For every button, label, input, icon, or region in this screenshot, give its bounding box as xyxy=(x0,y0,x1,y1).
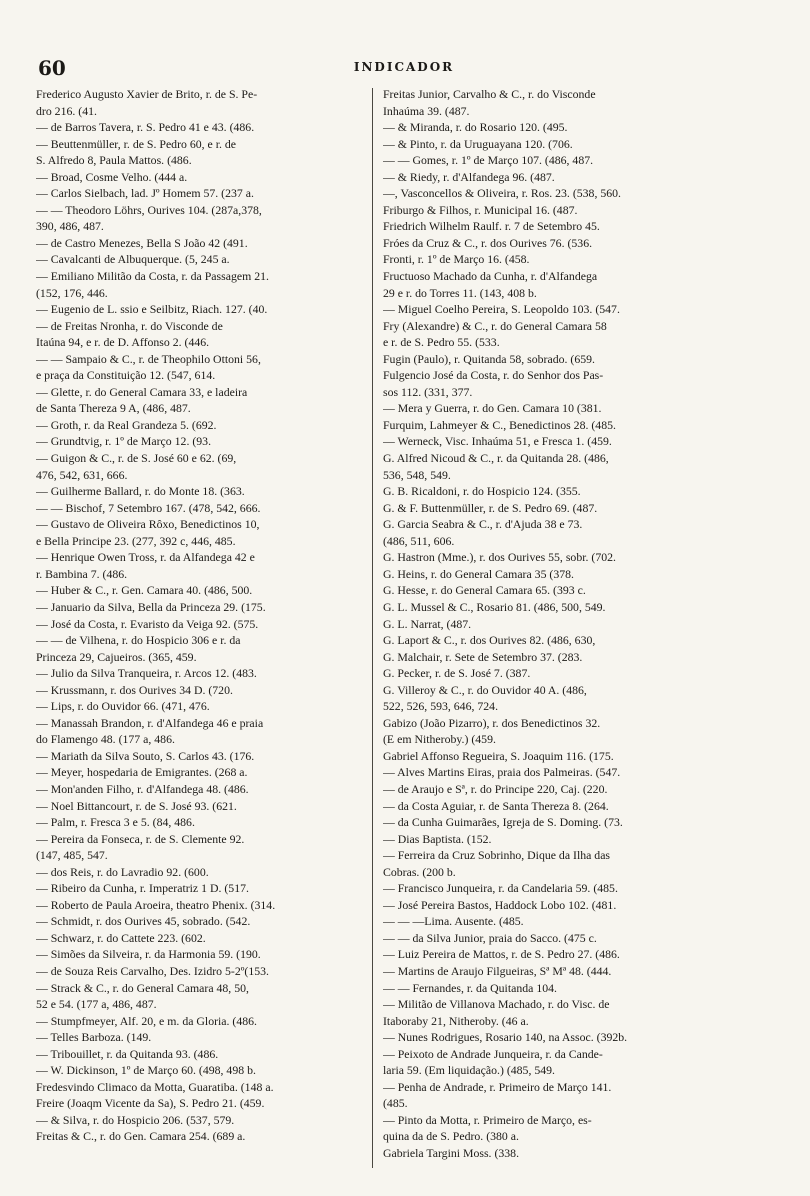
entry-line: — Peixoto de Andrade Junqueira, r. da Cande- xyxy=(383,1046,603,1061)
directory-entry xyxy=(36,682,366,699)
directory-entry xyxy=(383,880,771,897)
directory-entry xyxy=(36,500,366,517)
directory-entry xyxy=(36,136,366,169)
directory-entry xyxy=(36,748,366,765)
entry-line: — Henrique Owen Tross, r. da Alfandega 42 e xyxy=(36,550,255,565)
directory-entry xyxy=(383,483,771,500)
entry-line: — Nunes Rodrigues, Rosario 140, na Assoc. (392b. xyxy=(383,1030,628,1045)
directory-entry xyxy=(36,417,366,434)
entry-line: Fulgencio José da Costa, r. do Senhor dos Pas- xyxy=(383,368,604,383)
entry-line: 536, 548, 549. xyxy=(383,467,451,482)
directory-entry xyxy=(383,764,771,781)
directory-entry xyxy=(383,665,771,682)
entry-line: — Mon'anden Filho, r. d'Alfandega 48. (486. xyxy=(36,781,249,796)
entry-line: — da Cunha Guimarães, Igreja de S. Doming. (73. xyxy=(383,815,623,830)
directory-entry xyxy=(383,632,771,649)
entry-line: Itaboraby 21, Nitheroby. (46 a. xyxy=(383,1013,529,1028)
directory-entry xyxy=(36,980,366,1013)
directory-entry xyxy=(36,897,366,914)
entry-line: — Penha de Andrade, r. Primeiro de Março 141. xyxy=(383,1079,612,1094)
entry-line: — & Silva, r. do Hospicio 206. (537, 579. xyxy=(36,1112,235,1127)
directory-entry xyxy=(383,516,771,549)
directory-entry xyxy=(383,996,771,1029)
directory-entry xyxy=(36,946,366,963)
column-divider xyxy=(372,88,373,1168)
entry-line: G. L. Narrat, (487. xyxy=(383,616,472,631)
directory-entry xyxy=(383,417,771,434)
directory-entry xyxy=(36,450,366,483)
directory-entry xyxy=(383,351,771,368)
directory-entry xyxy=(383,1046,771,1079)
entry-line: G. B. Ricaldoni, r. do Hospicio 124. (355. xyxy=(383,484,581,499)
entry-line: Itaúna 94, e r. de D. Affonso 2. (446. xyxy=(36,335,210,350)
entry-line: Freitas & C., r. do Gen. Camara 254. (689 a. xyxy=(36,1129,246,1144)
entry-line: (486, 511, 606. xyxy=(383,533,455,548)
directory-entry xyxy=(383,152,771,169)
entry-line: — Grundtvig, r. 1º de Março 12. (93. xyxy=(36,434,212,449)
entry-line: — Telles Barboza. (149. xyxy=(36,1030,152,1045)
entry-line: — Strack & C., r. do General Camara 48, 50, xyxy=(36,980,249,995)
entry-line: G. Alfred Nicoud & C., r. da Quitanda 28. (486, xyxy=(383,451,609,466)
directory-entry xyxy=(383,913,771,930)
entry-line: — Ferreira da Cruz Sobrinho, Dique da Ilha das xyxy=(383,848,611,863)
directory-entry xyxy=(36,632,366,665)
entry-line: — Lips, r. do Ouvidor 66. (471, 476. xyxy=(36,699,210,714)
entry-line: 390, 486, 487. xyxy=(36,219,104,234)
entry-line: (147, 485, 547. xyxy=(36,848,108,863)
directory-entry xyxy=(383,400,771,417)
directory-entry xyxy=(383,748,771,765)
directory-entry xyxy=(36,1095,366,1112)
directory-entry xyxy=(383,980,771,997)
entry-line: — Julio da Silva Tranqueira, r. Arcos 12. (483. xyxy=(36,666,257,681)
directory-entry xyxy=(36,1013,366,1030)
entry-line: G. Villeroy & C., r. do Ouvidor 40 A. (486, xyxy=(383,682,587,697)
directory-entry xyxy=(36,202,366,235)
directory-entry xyxy=(383,500,771,517)
entry-line: — Tribouillet, r. da Quitanda 93. (486. xyxy=(36,1046,219,1061)
directory-entry xyxy=(383,119,771,136)
entry-line: — Manassah Brandon, r. d'Alfandega 46 e praia xyxy=(36,715,264,730)
directory-entry xyxy=(383,682,771,715)
entry-line: Fróes da Cruz & C., r. dos Ourives 76. (536. xyxy=(383,235,593,250)
directory-entry xyxy=(36,698,366,715)
directory-entry xyxy=(36,318,366,351)
directory-entry xyxy=(36,764,366,781)
directory-entry xyxy=(36,665,366,682)
entry-line: Fructuoso Machado da Cunha, r. d'Alfandega xyxy=(383,269,598,284)
entry-line: — & Miranda, r. do Rosario 120. (495. xyxy=(383,120,568,135)
entry-line: Gabriel Affonso Regueira, S. Joaquim 116. (175. xyxy=(383,748,614,763)
directory-entry xyxy=(383,235,771,252)
entry-line: — Stumpfmeyer, Alf. 20, e m. da Gloria. (486. xyxy=(36,1013,258,1028)
directory-entry xyxy=(383,814,771,831)
entry-line: — de Barros Tavera, r. S. Pedro 41 e 43. (486. xyxy=(36,120,255,135)
entry-line: —, Vasconcellos & Oliveira, r. Ros. 23. (538, 560. xyxy=(383,186,621,201)
directory-entry xyxy=(36,119,366,136)
directory-entry xyxy=(36,831,366,864)
entry-line: G. Heins, r. do General Camara 35 (378. xyxy=(383,566,574,581)
entry-line: e praça da Constituição 12. (547, 614. xyxy=(36,368,216,383)
directory-entry xyxy=(36,582,366,599)
entry-line: laria 59. (Em liquidação.) (485, 549. xyxy=(383,1063,555,1078)
entry-line: — Simões da Silveira, r. da Harmonia 59. (190. xyxy=(36,947,261,962)
page-header xyxy=(38,56,770,82)
directory-entry xyxy=(383,831,771,848)
entry-line: 476, 542, 631, 666. xyxy=(36,467,128,482)
entry-line: 52 e 54. (177 a, 486, 487. xyxy=(36,997,157,1012)
entry-line: — Schwarz, r. do Cattete 223. (602. xyxy=(36,930,206,945)
directory-entry xyxy=(383,930,771,947)
entry-line: — José da Costa, r. Evaristo da Veiga 92. (575. xyxy=(36,616,259,631)
entry-line: Freitas Junior, Carvalho & C., r. do Visconde xyxy=(383,87,596,101)
entry-line: — Groth, r. da Real Grandeza 5. (692. xyxy=(36,417,217,432)
directory-entry xyxy=(36,1128,366,1145)
entry-line: (152, 176, 446. xyxy=(36,285,108,300)
entry-line: — & Riedy, r. d'Alfandega 96. (487. xyxy=(383,169,555,184)
directory-entry xyxy=(383,318,771,351)
entry-line: — Cavalcanti de Albuquerque. (5, 245 a. xyxy=(36,252,230,267)
entry-line: — — Fernandes, r. da Quitanda 104. xyxy=(383,980,557,995)
directory-entry xyxy=(383,1029,771,1046)
directory-entry xyxy=(383,897,771,914)
directory-entry xyxy=(383,433,771,450)
directory-entry xyxy=(383,582,771,599)
entry-line: — Mera y Guerra, r. do Gen. Camara 10 (381. xyxy=(383,401,602,416)
entry-line: — Schmidt, r. dos Ourives 45, sobrado. (542. xyxy=(36,914,251,929)
entry-line: G. Hesse, r. do General Camara 65. (393 c. xyxy=(383,583,586,598)
entry-line: Princeza 29, Cajueiros. (365, 459. xyxy=(36,649,197,664)
entry-line: (E em Nitheroby.) (459. xyxy=(383,732,496,747)
directory-entry xyxy=(36,798,366,815)
entry-line: G. Hastron (Mme.), r. dos Ourives 55, sobr. (702. xyxy=(383,550,616,565)
directory-entry xyxy=(36,351,366,384)
entry-line: — Carlos Sielbach, lad. Jº Homem 57. (237 a. xyxy=(36,186,254,201)
directory-entry xyxy=(383,847,771,880)
entry-line: — — Theodoro Löhrs, Ourives 104. (287a,378, xyxy=(36,202,262,217)
directory-entry xyxy=(383,1079,771,1112)
directory-entry xyxy=(383,963,771,980)
entry-line: Cobras. (200 b. xyxy=(383,864,456,879)
entry-line: — & Pinto, r. da Uruguayana 120. (706. xyxy=(383,136,573,151)
entry-line: — Emiliano Militão da Costa, r. da Passagem 21. xyxy=(36,269,269,284)
entry-line: Fronti, r. 1º de Março 16. (458. xyxy=(383,252,530,267)
entry-line: — Militão de Villanova Machado, r. do Visc. de xyxy=(383,997,610,1012)
directory-entry xyxy=(383,715,771,748)
directory-entry xyxy=(383,1112,771,1145)
directory-entry xyxy=(383,301,771,318)
entry-line: e Bella Principe 23. (277, 392 c, 446, 485. xyxy=(36,533,236,548)
directory-entry xyxy=(36,433,366,450)
entry-line: — Miguel Coelho Pereira, S. Leopoldo 103. (547. xyxy=(383,302,620,317)
entry-line: de Santa Thereza 9 A, (486, 487. xyxy=(36,401,191,416)
entry-line: — Pinto da Motta, r. Primeiro de Março, es- xyxy=(383,1112,592,1127)
directory-entry xyxy=(36,1112,366,1129)
entry-line: — Francisco Junqueira, r. da Candelaria 59. (485. xyxy=(383,881,618,896)
entry-line: G. L. Mussel & C., Rosario 81. (486, 500, 549. xyxy=(383,599,606,614)
entry-line: — de Freitas Nronha, r. do Visconde de xyxy=(36,318,223,333)
directory-entry xyxy=(36,1079,366,1096)
entry-line: — Ribeiro da Cunha, r. Imperatriz 1 D. (517. xyxy=(36,881,249,896)
directory-entry xyxy=(36,516,366,549)
entry-line: — Roberto de Paula Aroeira, theatro Phenix. (314. xyxy=(36,897,276,912)
directory-entry xyxy=(383,549,771,566)
directory-entry xyxy=(383,781,771,798)
entry-line: — Huber & C., r. Gen. Camara 40. (486, 500. xyxy=(36,583,253,598)
entry-line: quina da de S. Pedro. (380 a. xyxy=(383,1129,519,1144)
directory-entry xyxy=(36,814,366,831)
entry-line: — Gustavo de Oliveira Rôxo, Benedictinos 10, xyxy=(36,517,260,532)
directory-entry xyxy=(36,268,366,301)
entry-line: Furquim, Lahmeyer & C., Benedictinos 28. (485. xyxy=(383,417,616,432)
entry-line: — José Pereira Bastos, Haddock Lobo 102. (481. xyxy=(383,897,617,912)
directory-entry xyxy=(383,1145,771,1162)
directory-entry xyxy=(36,864,366,881)
directory-entry xyxy=(36,880,366,897)
entry-line: — Alves Martins Eiras, praia dos Palmeiras. (547. xyxy=(383,765,621,780)
entry-line: S. Alfredo 8, Paula Mattos. (486. xyxy=(36,153,192,168)
entry-line: dro 216. (41. xyxy=(36,103,97,118)
running-title: INDICADOR xyxy=(353,60,455,74)
left-column xyxy=(36,86,366,1145)
entry-line: e r. de S. Pedro 55. (533. xyxy=(383,335,500,350)
entry-line: G. & F. Buttenmüller, r. de S. Pedro 69. (487. xyxy=(383,500,598,515)
directory-entry xyxy=(383,616,771,633)
entry-line: r. Bambina 7. (486. xyxy=(36,566,128,581)
entry-line: Fugin (Paulo), r. Quitanda 58, sobrado. (659. xyxy=(383,351,595,366)
directory-entry xyxy=(383,169,771,186)
page-number: 60 xyxy=(38,56,66,80)
directory-entry xyxy=(383,798,771,815)
entry-line: sos 112. (331, 377. xyxy=(383,384,473,399)
directory-entry xyxy=(383,649,771,666)
entry-line: — Meyer, hospedaria de Emigrantes. (268 a. xyxy=(36,765,248,780)
entry-line: 522, 526, 593, 646, 724. xyxy=(383,699,499,714)
entry-line: — de Castro Menezes, Bella S João 42 (491. xyxy=(36,235,248,250)
entry-line: — — da Silva Junior, praia do Sacco. (475 c. xyxy=(383,930,597,945)
directory-entry xyxy=(36,616,366,633)
entry-line: Inhaúma 39. (487. xyxy=(383,103,470,118)
entry-line: do Flamengo 48. (177 a, 486. xyxy=(36,732,175,747)
entry-line: 29 e r. do Torres 11. (143, 408 b. xyxy=(383,285,537,300)
entry-line: — Dias Baptista. (152. xyxy=(383,831,492,846)
entry-line: G. Malchair, r. Sete de Setembro 37. (283. xyxy=(383,649,583,664)
directory-entry xyxy=(36,1046,366,1063)
directory-entry xyxy=(36,1029,366,1046)
directory-entry xyxy=(36,235,366,252)
entry-line: G. Garcia Seabra & C., r. d'Ajuda 38 e 73. xyxy=(383,517,583,532)
directory-entry xyxy=(36,715,366,748)
entry-line: — Guilherme Ballard, r. do Monte 18. (363. xyxy=(36,484,245,499)
directory-entry xyxy=(383,218,771,235)
directory-entry xyxy=(36,251,366,268)
entry-line: — Broad, Cosme Velho. (444 a. xyxy=(36,169,188,184)
entry-line: — Mariath da Silva Souto, S. Carlos 43. (176. xyxy=(36,748,255,763)
entry-line: — Januario da Silva, Bella da Princeza 29. (175. xyxy=(36,599,266,614)
directory-entry xyxy=(383,599,771,616)
entry-line: — — Sampaio & C., r. de Theophilo Ottoni 56, xyxy=(36,351,261,366)
directory-entry xyxy=(383,86,771,119)
directory-entry xyxy=(36,963,366,980)
entry-line: — dos Reis, r. do Lavradio 92. (600. xyxy=(36,864,209,879)
entry-line: — Werneck, Visc. Inhaúma 51, e Fresca 1. (459. xyxy=(383,434,612,449)
directory-entry xyxy=(36,1062,366,1079)
entry-line: G. Pecker, r. de S. José 7. (387. xyxy=(383,666,531,681)
entry-line: — Palm, r. Fresca 3 e 5. (84, 486. xyxy=(36,815,195,830)
right-column xyxy=(383,86,771,1162)
directory-entry xyxy=(36,913,366,930)
entry-line: — de Araujo e Sª, r. do Principe 220, Caj. (220. xyxy=(383,781,608,796)
directory-entry xyxy=(36,384,366,417)
directory-entry xyxy=(36,483,366,500)
entry-line: — Pereira da Fonseca, r. de S. Clemente 92. xyxy=(36,831,245,846)
entry-line: Fredesvindo Climaco da Motta, Guaratiba. (148 a. xyxy=(36,1079,274,1094)
entry-line: (485. xyxy=(383,1096,408,1111)
entry-line: Gabizo (João Pizarro), r. dos Benedictinos 32. xyxy=(383,715,601,730)
entry-line: — Beuttenmüller, r. de S. Pedro 60, e r. de xyxy=(36,136,237,151)
entry-line: Gabriela Targini Moss. (338. xyxy=(383,1146,520,1160)
directory-entry xyxy=(383,566,771,583)
entry-line: — — Bischof, 7 Setembro 167. (478, 542, 666. xyxy=(36,500,261,515)
entry-line: Frederico Augusto Xavier de Brito, r. de S. Pe- xyxy=(36,87,258,101)
entry-line: — — Gomes, r. 1º de Março 107. (486, 487. xyxy=(383,153,594,168)
entry-line: — da Costa Aguiar, r. de Santa Thereza 8. (264. xyxy=(383,798,609,813)
entry-line: — W. Dickinson, 1º de Março 60. (498, 498 b. xyxy=(36,1063,256,1078)
entry-line: Friburgo & Filhos, r. Municipal 16. (487. xyxy=(383,202,578,217)
directory-entry xyxy=(36,301,366,318)
entry-line: — Noel Bittancourt, r. de S. José 93. (621. xyxy=(36,798,237,813)
entry-line: — Krussmann, r. dos Ourives 34 D. (720. xyxy=(36,682,233,697)
directory-entry xyxy=(383,251,771,268)
directory-entry xyxy=(383,185,771,202)
directory-entry xyxy=(36,185,366,202)
directory-entry xyxy=(36,930,366,947)
entry-line: — Eugenio de L. ssio e Seilbitz, Riach. 127. (40. xyxy=(36,302,268,317)
directory-entry xyxy=(383,450,771,483)
entry-line: — Martins de Araujo Filgueiras, Sª Mª 48. (444. xyxy=(383,963,612,978)
entry-line: Freire (Joaqm Vicente da Sa), S. Pedro 21. (459. xyxy=(36,1096,265,1111)
entry-line: — Luiz Pereira de Mattos, r. de S. Pedro 27. (486. xyxy=(383,947,620,962)
entry-line: Fry (Alexandre) & C., r. do General Camara 58 xyxy=(383,318,607,333)
entry-line: G. Laport & C., r. dos Ourives 82. (486, 630, xyxy=(383,633,596,648)
directory-entry xyxy=(36,781,366,798)
directory-entry xyxy=(36,549,366,582)
entry-line: — — —Lima. Ausente. (485. xyxy=(383,914,524,929)
directory-entry xyxy=(383,136,771,153)
entry-line: — de Souza Reis Carvalho, Des. Izidro 5-2º(153. xyxy=(36,963,269,978)
entry-line: — Guigon & C., r. de S. José 60 e 62. (69, xyxy=(36,451,237,466)
directory-entry xyxy=(383,202,771,219)
directory-entry xyxy=(383,268,771,301)
entry-line: — Glette, r. do General Camara 33, e ladeira xyxy=(36,384,248,399)
entry-line: Friedrich Wilhelm Raulf. r. 7 de Setembro 45. xyxy=(383,219,600,234)
directory-entry xyxy=(36,599,366,616)
directory-entry xyxy=(383,367,771,400)
directory-entry xyxy=(383,946,771,963)
entry-line: — — de Vilhena, r. do Hospicio 306 e r. da xyxy=(36,633,241,648)
directory-entry xyxy=(36,86,366,119)
directory-entry xyxy=(36,169,366,186)
